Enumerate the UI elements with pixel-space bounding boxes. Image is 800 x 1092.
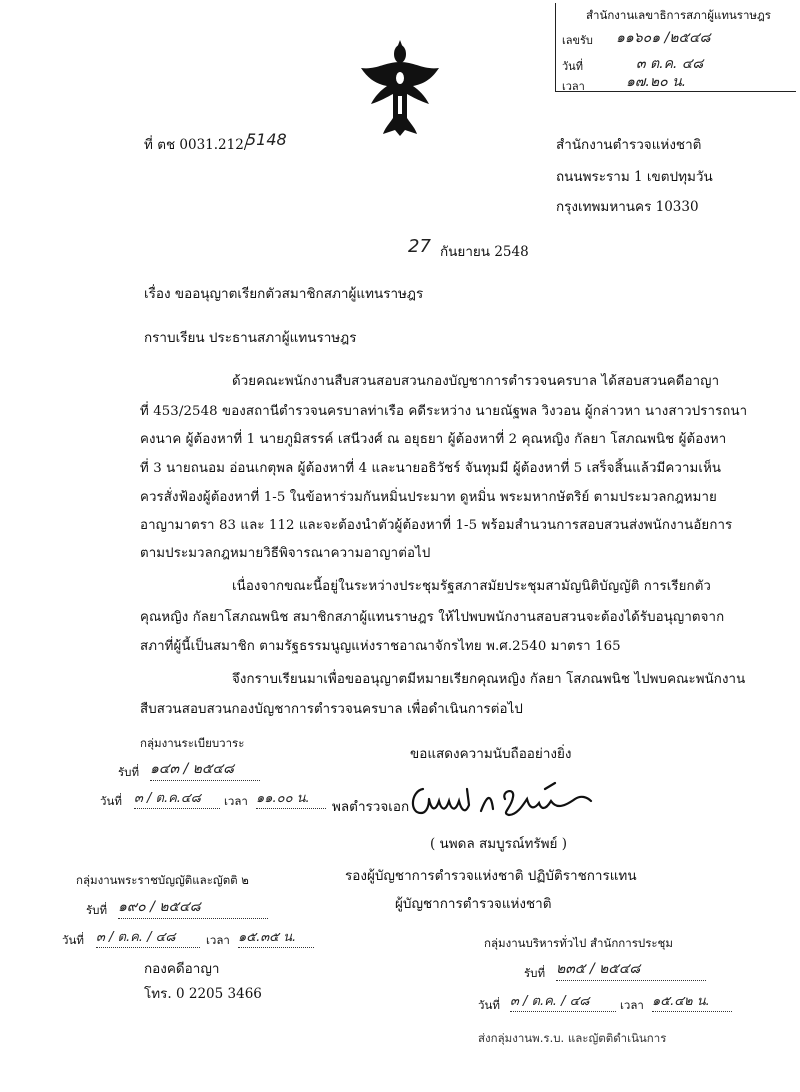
paragraph-line: ด้วยคณะพนักงานสืบสวนสอบสวนกองบัญชาการตำรวจนครบาล ได้สอบสวนคดีอาญา bbox=[232, 374, 720, 389]
paragraph-line: สภาที่ผู้นี้เป็นสมาชิก ตามรัฐธรรมนูญแห่งราชอาณาจักรไทย พ.ศ.2540 มาตรา 165 bbox=[140, 639, 621, 654]
admin-stamp-recv-value: ๒๓๕ / ๒๕๔๘ bbox=[556, 958, 706, 981]
office-line-1: สำนักงานตำรวจแห่งชาติ bbox=[556, 137, 702, 153]
admin-stamp-date-value: ๓ / ต.ค. / ๔๘ bbox=[510, 990, 616, 1012]
office-line-3: กรุงเทพมหานคร 10330 bbox=[556, 199, 699, 215]
closing-line: ขอแสดงความนับถืออย่างยิ่ง bbox=[410, 746, 572, 762]
signer-position-1: รองผู้บัญชาการตำรวจแห่งชาติ ปฏิบัติราชการแทน bbox=[345, 868, 637, 884]
paragraph-line: อาญามาตรา 83 และ 112 และจะต้องนำตัวผู้ต้องหาที่ 1-5 พร้อมสำนวนการสอบสวนส่งพนักงานอัยการ bbox=[140, 518, 733, 533]
stamp-receive-no: ๑๑๖๐๑ /๒๕๔๘ bbox=[616, 30, 711, 46]
letter-date: กันยายน 2548 bbox=[440, 244, 529, 260]
paragraph-line: ที่ 453/2548 ของสถานีตำรวจนครบาลท่าเรือ คดีระหว่าง นายณัฐพล วิงวอน ผู้กล่าวหา นางสาวปรารถนา bbox=[140, 404, 748, 419]
addressee-line: กราบเรียน ประธานสภาผู้แทนราษฎร bbox=[144, 330, 357, 346]
admin-stamp-time-label: เวลา bbox=[620, 998, 644, 1012]
receipt-stamp bbox=[555, 3, 796, 92]
agenda-stamp-recv-value: ๑๔๓ / ๒๕๔๘ bbox=[150, 758, 260, 781]
admin-stamp-date-label: วันที่ bbox=[478, 998, 500, 1012]
subject-line: เรื่อง ขออนุญาตเรียกตัวสมาชิกสภาผู้แทนราษฎร bbox=[144, 286, 424, 302]
phone-number: โทร. 0 2205 3466 bbox=[144, 986, 262, 1002]
agenda-stamp-time-label: เวลา bbox=[224, 794, 248, 808]
agenda-stamp-title: กลุ่มงานระเบียบวาระ bbox=[140, 736, 245, 750]
division-name: กองคดีอาญา bbox=[144, 961, 220, 977]
agenda-stamp-date-label: วันที่ bbox=[100, 794, 122, 808]
agenda-stamp-time-value: ๑๑.๐๐ น. bbox=[256, 787, 326, 809]
paragraph-line: คุณหญิง กัลยาโสภณพนิช สมาชิกสภาผู้แทนราษฎร ให้ไปพบพนักงานสอบสวนจะต้องได้รับอนุญาตจาก bbox=[140, 610, 725, 625]
signer-position-2: ผู้บัญชาการตำรวจแห่งชาติ bbox=[395, 896, 552, 912]
handwritten-signature bbox=[405, 775, 595, 825]
agenda-stamp-date-value: ๓ / ต.ค.๔๘ bbox=[134, 787, 220, 809]
stamp-time: ๑๗.๒๐ น. bbox=[626, 74, 687, 90]
bills-stamp-time-value: ๑๕.๓๕ น. bbox=[238, 926, 314, 948]
paragraph-line: สืบสวนสอบสวนกองบัญชาการตำรวจนครบาล เพื่อดำเนินการต่อไป bbox=[140, 702, 523, 717]
stamp-receive-no-label: เลขรับ bbox=[562, 34, 593, 47]
paragraph-line: ที่ 3 นายถนอม อ่อนเกตุพล ผู้ต้องหาที่ 4 และนายอธิวัชร์ จันทุมมี ผู้ต้องหาที่ 5 เสร็จสิ้นแล้วมีความเห็น bbox=[140, 461, 722, 476]
stamp-date: ๓ ต.ค. ๔๘ bbox=[636, 56, 704, 72]
letter-date-day: 27 bbox=[408, 236, 431, 257]
admin-stamp-time-value: ๑๕.๔๒ น. bbox=[652, 990, 732, 1012]
paragraph-line: เนื่องจากขณะนี้อยู่ในระหว่างประชุมรัฐสภาสมัยประชุมสามัญนิติบัญญัติ การเรียกตัว bbox=[232, 579, 711, 594]
stamp-time-label: เวลา bbox=[562, 80, 585, 93]
admin-stamp-recv-label: รับที่ bbox=[524, 966, 546, 980]
garuda-emblem-icon bbox=[355, 38, 445, 138]
office-line-2: ถนนพระราม 1 เขตปทุมวัน bbox=[556, 169, 713, 185]
reference-number-hand: 5148 bbox=[246, 130, 287, 149]
bills-stamp-recv-label: รับที่ bbox=[86, 903, 108, 917]
paragraph-line: ควรสั่งฟ้องผู้ต้องหาที่ 1-5 ในข้อหาร่วมกันหมิ่นประมาท ดูหมิ่น พระมหากษัตริย์ ตามประมวลกฎหมาย bbox=[140, 490, 717, 505]
agenda-stamp-recv-label: รับที่ bbox=[118, 765, 140, 779]
signer-name: ( นพดล สมบูรณ์ทรัพย์ ) bbox=[430, 836, 568, 852]
admin-stamp-note: ส่งกลุ่มงานพ.ร.บ. และญัตติดำเนินการ bbox=[478, 1031, 667, 1045]
admin-stamp-title: กลุ่มงานบริหารทั่วไป สำนักการประชุม bbox=[484, 936, 673, 950]
paragraph-line: ตามประมวลกฎหมายวิธีพิจารณาความอาญาต่อไป bbox=[140, 546, 431, 561]
stamp-office: สำนักงานเลขาธิการสภาผู้แทนราษฎร bbox=[586, 8, 771, 22]
paragraph-line: จึงกราบเรียนมาเพื่อขออนุญาตมีหมายเรียกคุณหญิง กัลยา โสภณพนิช ไปพบคณะพนักงาน bbox=[232, 672, 746, 687]
reference-number: ที่ ตช 0031.212/ bbox=[144, 137, 249, 153]
bills-stamp-date-label: วันที่ bbox=[62, 933, 84, 947]
bills-stamp-title: กลุ่มงานพระราชบัญญัติและญัตติ ๒ bbox=[76, 873, 249, 887]
paragraph-line: คงนาค ผู้ต้องหาที่ 1 นายภูมิสรรค์ เสนีวงศ์ ณ อยุธยา ผู้ต้องหาที่ 2 คุณหญิง กัลยา โสภณพนิช ผู้ต้องหา bbox=[140, 432, 727, 447]
bills-stamp-time-label: เวลา bbox=[206, 933, 230, 947]
bills-stamp-date-value: ๓ / ต.ค. / ๔๘ bbox=[96, 926, 200, 948]
signer-rank: พลตำรวจเอก bbox=[332, 799, 410, 815]
stamp-date-label: วันที่ bbox=[562, 60, 583, 73]
bills-stamp-recv-value: ๑๙๐ / ๒๕๔๘ bbox=[118, 896, 268, 919]
